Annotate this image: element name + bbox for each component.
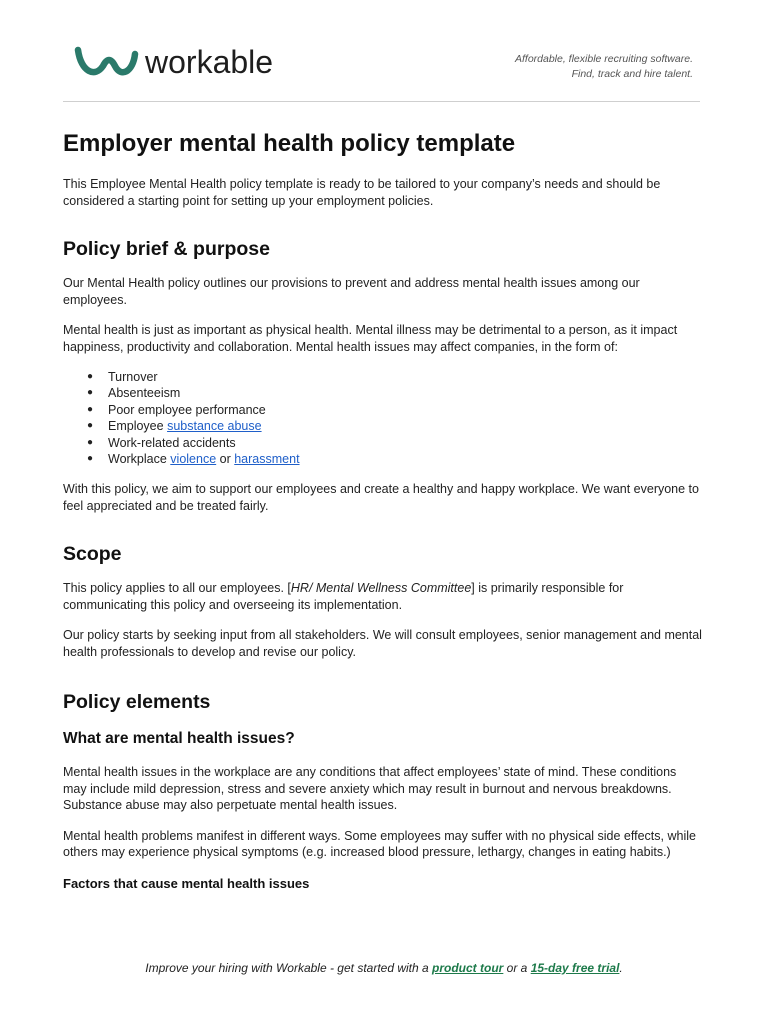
product-tour-link[interactable]: product tour <box>432 961 504 975</box>
section-heading-scope: Scope <box>63 543 122 566</box>
list-item: ● Turnover <box>108 369 703 385</box>
scope-paragraph-2: Our policy starts by seeking input from all stakeholders. We will consult employees, senior management and mental health professionals to develop and revise our policy. <box>63 628 702 659</box>
free-trial-link[interactable]: 15-day free trial <box>530 961 620 975</box>
list-item: ● Poor employee performance <box>108 402 703 418</box>
elements-paragraph-2: Mental health problems manifest in different ways. Some employees may suffer with no physical side effects, while others may experience physical symptoms (e.g. increased blood pressure, lethargy, changes in eating habits.) <box>63 828 696 860</box>
footer-text: Improve your hiring with Workable - get started with a <box>145 961 433 975</box>
scope-paragraph-1 <box>63 580 703 613</box>
list-item: ● Work-related accidents <box>108 435 703 451</box>
scope-committee-placeholder: HR/ Mental Wellness Committee <box>290 581 472 596</box>
subheading-mental-health-issues: What are mental health issues? <box>63 730 295 748</box>
violence-link[interactable]: violence <box>170 452 217 467</box>
brief-paragraph-3: With this policy, we aim to support our employees and create a healthy and happy workplace. We want everyone to feel appreciated and be treated fairly. <box>63 482 699 513</box>
footer-cta <box>0 961 768 975</box>
list-item <box>108 451 703 467</box>
workable-logo[interactable] <box>73 44 273 80</box>
tagline-line-2: Find, track and hire talent. <box>571 68 693 80</box>
impact-list <box>63 369 703 467</box>
workable-logo-icon <box>73 44 139 80</box>
logo-wordmark: workable <box>145 44 274 80</box>
footer-text: . <box>619 961 623 975</box>
list-item-text: Employee <box>108 419 168 434</box>
document-body <box>63 124 703 893</box>
substance-abuse-link[interactable]: substance abuse <box>167 419 262 434</box>
list-item: ● Absenteeism <box>108 385 703 401</box>
list-item-text: or <box>216 452 235 467</box>
intro-paragraph: This Employee Mental Health policy template is ready to be tailored to your company’s needs and should be considered a starting point for setting up your employment policies. <box>63 177 661 208</box>
section-heading-elements: Policy elements <box>63 691 211 714</box>
brief-paragraph-1: Our Mental Health policy outlines our provisions to prevent and address mental health issues among our employees. <box>63 276 640 307</box>
page-title: Employer mental health policy template <box>63 130 516 157</box>
section-heading-brief: Policy brief & purpose <box>63 238 270 260</box>
elements-paragraph-1: Mental health issues in the workplace are any conditions that affect employees’ state of mind. These conditions may include mild depression, stress and severe anxiety which may result in burnout and nervous breakdowns. Substance abuse may also perpetuate mental health issues. <box>63 765 677 813</box>
scope-text: This policy applies to all our employees. [ <box>63 581 291 596</box>
harassment-link[interactable]: harassment <box>234 452 300 467</box>
list-item-text: Workplace <box>108 452 171 467</box>
tagline-line-1: Affordable, flexible recruiting software. <box>514 53 693 65</box>
scope-text: ] is primarily responsible for communicating this policy and overseeing its implementation. <box>63 581 624 612</box>
brief-paragraph-2: Mental health is just as important as physical health. Mental illness may be detrimental to a person, as it impact happiness, productivity and collaboration. Mental health issues may affect companies, in the form of: <box>63 323 678 354</box>
list-item <box>108 418 703 434</box>
footer-text: or a <box>503 961 531 975</box>
tagline <box>515 52 693 82</box>
factors-heading: Factors that cause mental health issues <box>63 875 310 891</box>
header-divider <box>63 101 700 102</box>
header <box>63 40 699 92</box>
